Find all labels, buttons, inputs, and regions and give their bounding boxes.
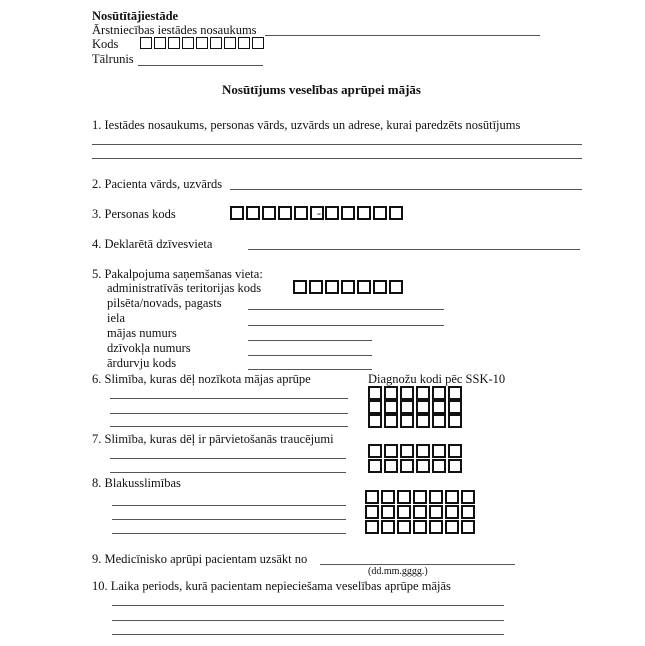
institution-field[interactable] [265, 35, 540, 36]
street-label: iela [107, 311, 126, 325]
declared-residence-field[interactable] [248, 249, 580, 250]
door-code-label: ārdurvju kods [107, 356, 177, 370]
street-field[interactable] [248, 325, 444, 326]
section-1-line-1[interactable] [92, 144, 582, 145]
section-6-label: 6. Slimība, kuras dēļ nozīkota mājas aprūpe [92, 372, 311, 386]
section-3-label: 3. Personas kods [92, 207, 176, 221]
diagnosis-7-row-1[interactable] [368, 444, 464, 458]
section-7-label: 7. Slimība, kuras dēļ ir pārvietošanās traucējumi [92, 432, 334, 446]
personal-code-dash: - [317, 206, 321, 220]
diagnosis-6-row-3[interactable] [368, 414, 464, 428]
personal-code-boxes-b[interactable] [325, 206, 405, 220]
code-boxes[interactable] [140, 37, 266, 49]
section-8-line-1[interactable] [112, 505, 346, 506]
section-8-line-3[interactable] [112, 533, 346, 534]
section-4-label: 4. Deklarētā dzīvesvieta [92, 237, 213, 251]
section-7-line-2[interactable] [110, 472, 346, 473]
section-6-line-2[interactable] [110, 413, 348, 414]
diagnosis-8-row-3[interactable] [365, 520, 477, 534]
personal-code-boxes-a[interactable] [230, 206, 326, 220]
section-6-line-3[interactable] [110, 426, 348, 427]
city-label: pilsēta/novads, pagasts [107, 296, 222, 310]
diagnosis-codes-header: Diagnožu kodi pēc SSK-10 [368, 372, 506, 386]
section-5-label: 5. Pakalpojuma saņemšanas vieta: [92, 267, 263, 281]
section-10-line-3[interactable] [112, 634, 504, 635]
section-10-line-1[interactable] [112, 605, 504, 606]
phone-field[interactable] [138, 65, 263, 66]
door-code-field[interactable] [248, 369, 372, 370]
section-8-line-2[interactable] [112, 519, 346, 520]
section-10-label: 10. Laika periods, kurā pacientam nepieciešama veselības aprūpe mājās [92, 579, 451, 593]
diagnosis-6-row-2[interactable] [368, 400, 464, 414]
section-1-line-2[interactable] [92, 158, 582, 159]
sender-title: Nosūtītājiestāde [92, 9, 179, 23]
apartment-field[interactable] [248, 355, 372, 356]
document-title: Nosūtījums veselības aprūpei mājās [222, 82, 421, 97]
date-format-hint: (dd.mm.gggg.) [368, 566, 428, 577]
city-field[interactable] [248, 309, 444, 310]
diagnosis-6-row-1[interactable] [368, 386, 464, 400]
patient-name-field[interactable] [230, 189, 582, 190]
house-label: mājas numurs [107, 326, 177, 340]
territory-code-label: administratīvās teritorijas kods [107, 281, 262, 295]
section-10-line-2[interactable] [112, 620, 504, 621]
code-label: Kods [92, 37, 119, 51]
diagnosis-8-row-2[interactable] [365, 505, 477, 519]
territory-code-boxes[interactable] [293, 280, 405, 294]
section-6-line-1[interactable] [110, 398, 348, 399]
diagnosis-8-row-1[interactable] [365, 490, 477, 504]
house-field[interactable] [248, 340, 372, 341]
section-7-line-1[interactable] [110, 458, 346, 459]
section-2-label: 2. Pacienta vārds, uzvārds [92, 177, 223, 191]
section-8-label: 8. Blakusslimības [92, 476, 181, 490]
diagnosis-7-row-2[interactable] [368, 459, 464, 473]
section-1-label: 1. Iestādes nosaukums, personas vārds, uzvārds un adrese, kurai paredzēts nosūtījums [92, 118, 521, 132]
phone-label: Tālrunis [92, 52, 134, 66]
section-9-label: 9. Medicīnisko aprūpi pacientam uzsākt no [92, 552, 308, 566]
institution-label: Ārstniecības iestādes nosaukums [92, 23, 257, 37]
apartment-label: dzīvokļa numurs [107, 341, 191, 355]
